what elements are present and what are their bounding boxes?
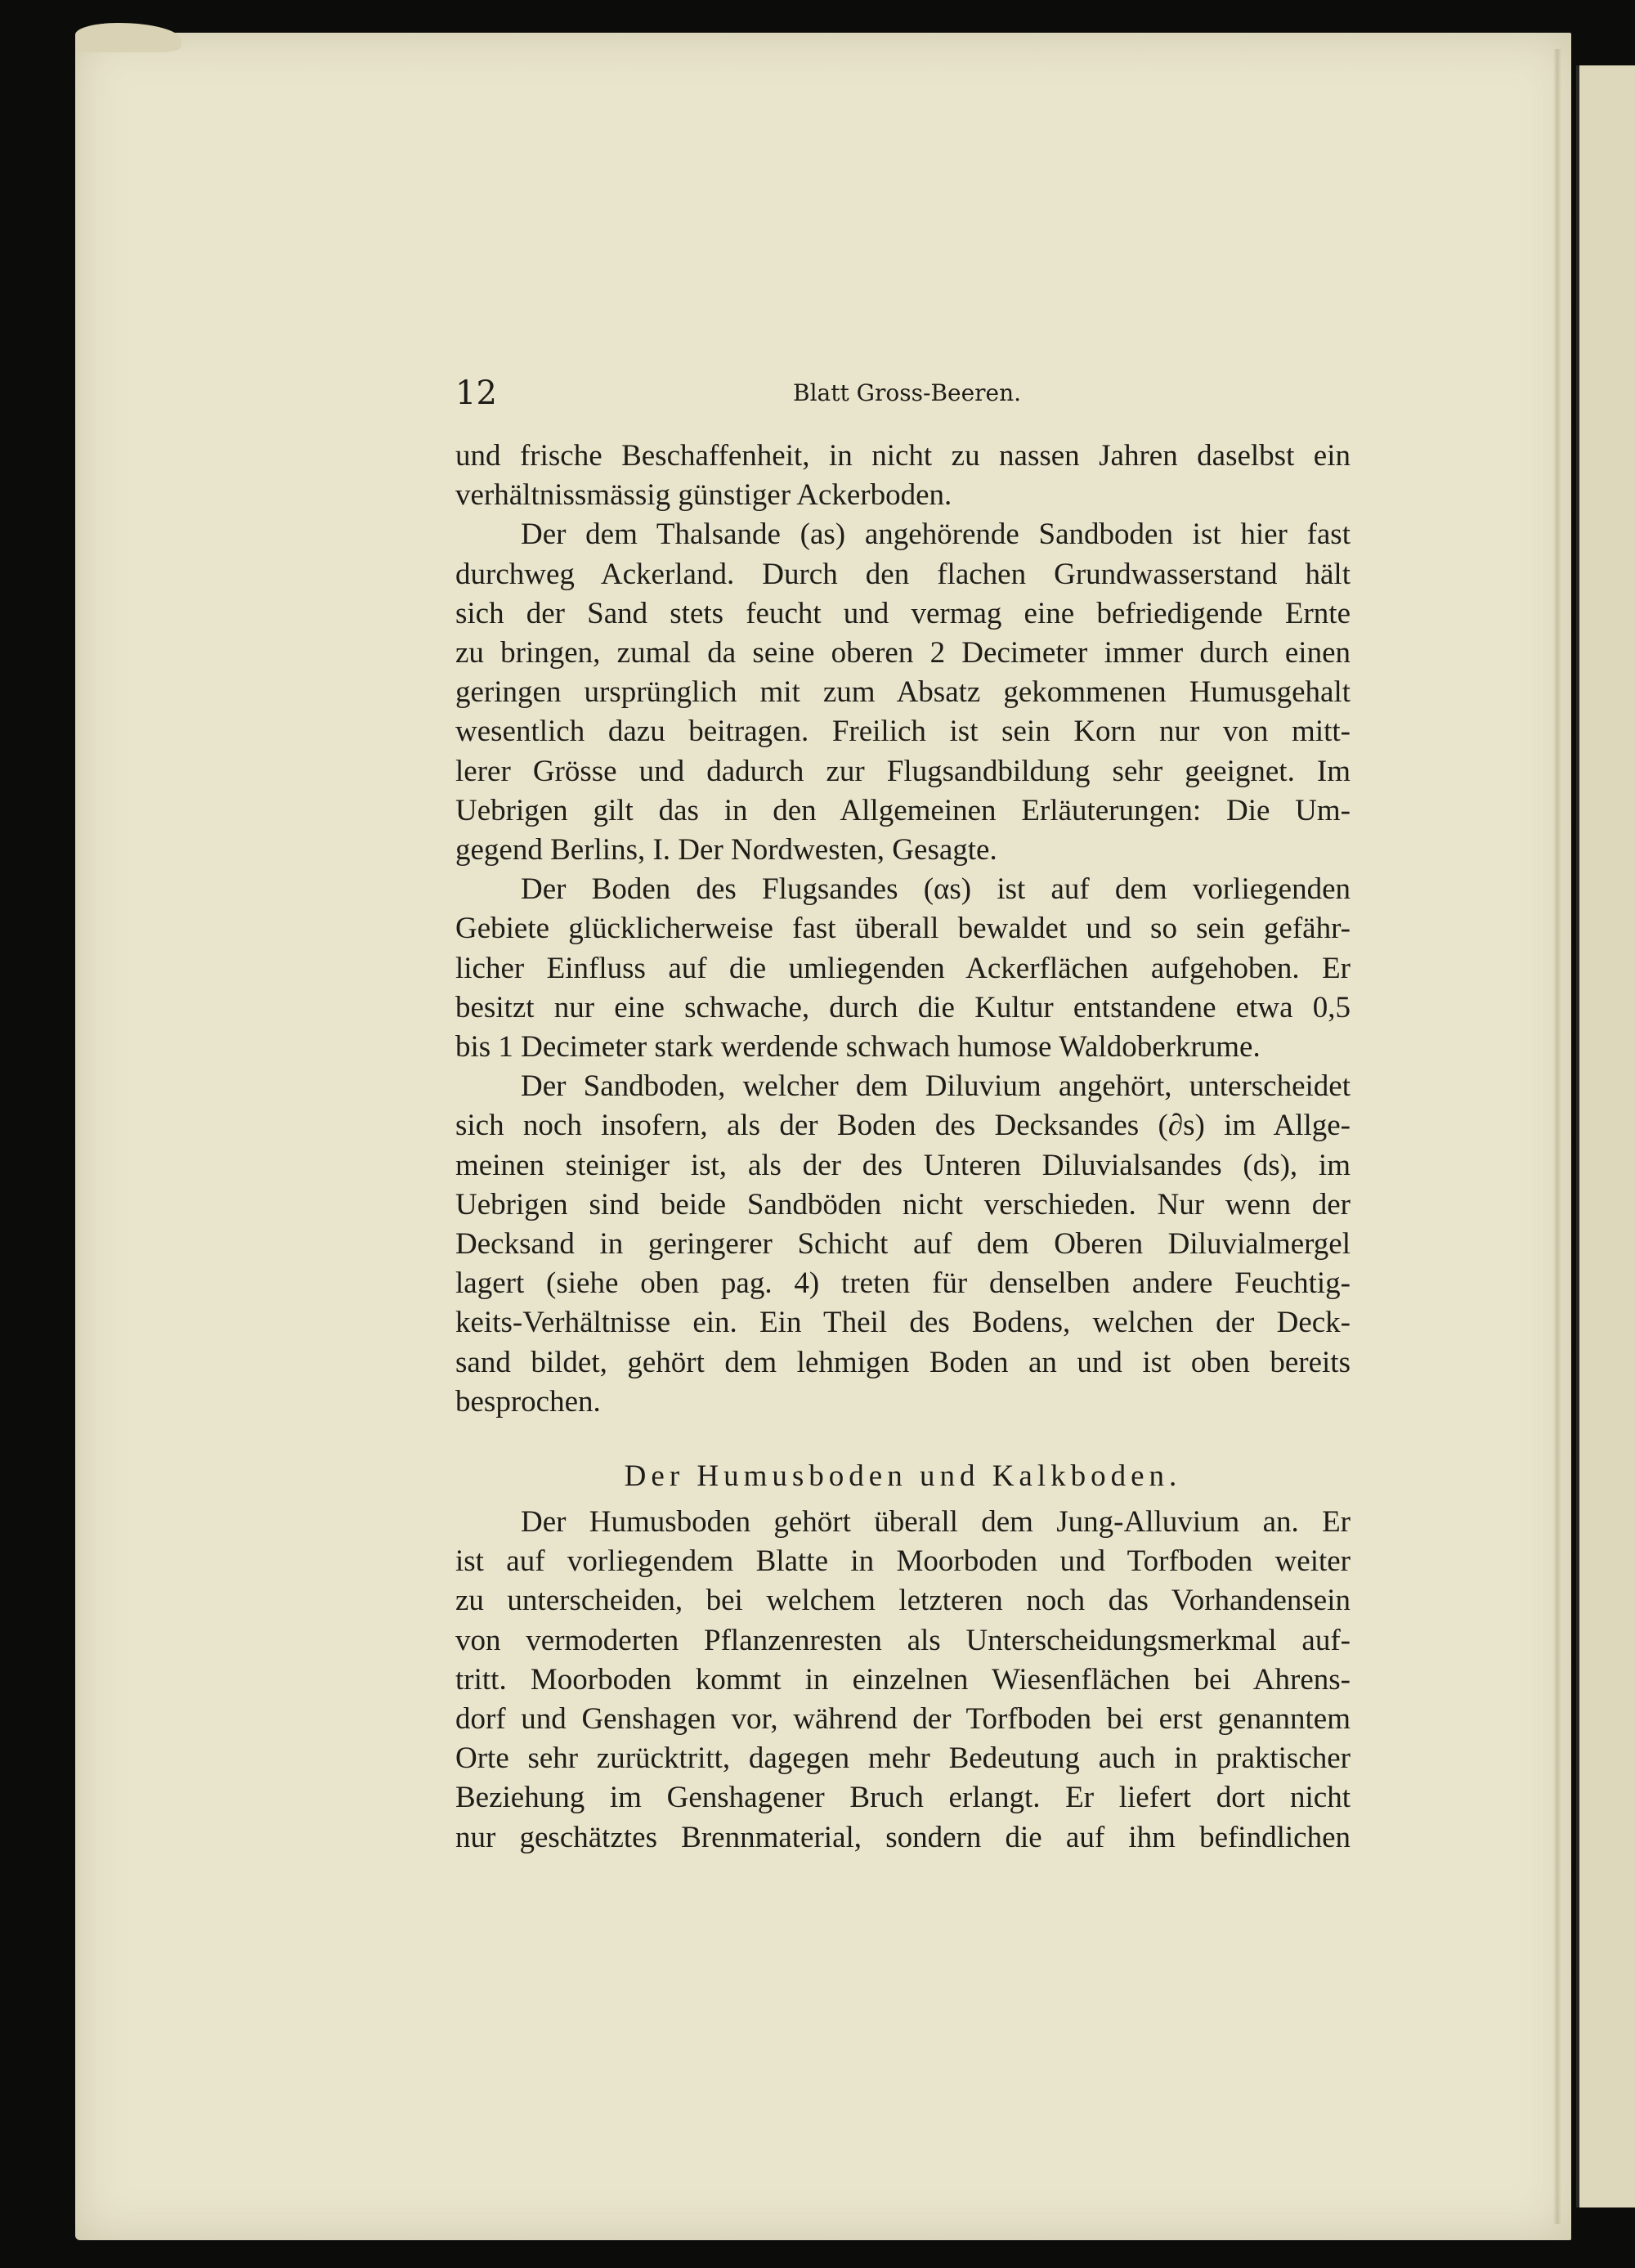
text-line: lagert (siehe oben pag. 4) treten für denselben andere Feuchtig- <box>455 1266 1351 1301</box>
text-line: zu unterscheiden, bei welchem letzteren noch das Vorhandensein <box>455 1584 1351 1618</box>
text-line: Der dem Thalsande (as) angehörende Sandboden ist hier fast <box>521 518 1351 552</box>
body-text-upper <box>455 437 1351 1422</box>
text-line: zu bringen, zumal da seine oberen 2 Decimeter immer durch einen <box>455 636 1351 670</box>
text-line: von vermoderten Pflanzenresten als Unterscheidungsmerkmal auf- <box>455 1623 1351 1657</box>
text-line: Der Humusboden gehört überall dem Jung-Alluvium an. Er <box>521 1505 1351 1539</box>
text-line: Gebiete glücklicherweise fast überall bewaldet und so sein gefähr- <box>455 912 1351 946</box>
paragraph-4 <box>455 1067 1351 1422</box>
section-heading: Der Humusboden und Kalkboden. <box>624 1459 1182 1493</box>
header-title: Blatt Gross-Beeren. <box>793 379 1022 406</box>
adjacent-page-edge <box>1576 65 1635 2207</box>
text-line: geringen ursprünglich mit zum Absatz gekommenen Humusgehalt <box>455 675 1351 710</box>
text-line: ist auf vorliegendem Blatte in Moorboden und Torfboden weiter <box>455 1544 1351 1579</box>
text-line: Uebrigen sind beide Sandböden nicht verschieden. Nur wenn der <box>455 1187 1351 1221</box>
text-line: meinen steiniger ist, als der des Unteren Diluvialsandes (ds), im <box>455 1148 1351 1182</box>
paragraph-5 <box>455 1503 1351 1858</box>
page-number: 12 <box>455 374 497 412</box>
text-line: verhältnissmässig günstiger Ackerboden. <box>455 478 952 513</box>
text-line: und frische Beschaffenheit, in nicht zu nassen Jahren daselbst ein <box>455 439 1351 473</box>
text-line: nur geschätztes Brennmaterial, sondern die auf ihm befindlichen <box>455 1820 1351 1854</box>
text-line: keits-Verhältnisse ein. Ein Theil des Bodens, welchen der Deck- <box>455 1306 1351 1340</box>
paragraph-2 <box>455 515 1351 870</box>
body-text-lower <box>455 1503 1351 1858</box>
text-line: lerer Grösse und dadurch zur Flugsandbildung sehr geeignet. Im <box>455 754 1351 788</box>
text-line: tritt. Moorboden kommt in einzelnen Wiesenflächen bei Ahrens- <box>455 1662 1351 1697</box>
text-line: gegend Berlins, I. Der Nordwesten, Gesagte. <box>455 833 997 867</box>
text-line: Der Sandboden, welcher dem Diluvium angehört, unterscheidet <box>521 1069 1351 1104</box>
text-line: bis 1 Decimeter stark werdende schwach humose Waldoberkrume. <box>455 1030 1261 1065</box>
text-line: Der Boden des Flugsandes (αs) ist auf dem vorliegenden <box>521 872 1351 907</box>
text-line: Decksand in geringerer Schicht auf dem Oberen Diluvialmergel <box>455 1227 1351 1262</box>
text-line: sich noch insofern, als der Boden des Decksandes (∂s) im Allge- <box>455 1109 1351 1143</box>
text-line: dorf und Genshagen vor, während der Torfboden bei erst genanntem <box>455 1702 1351 1737</box>
text-line: durchweg Ackerland. Durch den flachen Grundwasserstand hält <box>455 557 1351 591</box>
text-line: besitzt nur eine schwache, durch die Kultur entstandene etwa 0,5 <box>455 990 1351 1024</box>
text-line: Orte sehr zurücktritt, dagegen mehr Bedeutung auch in praktischer <box>455 1741 1351 1776</box>
text-line: Uebrigen gilt das in den Allgemeinen Erläuterungen: Die Um- <box>455 793 1351 827</box>
text-line: wesentlich dazu beitragen. Freilich ist sein Korn nur von mitt- <box>455 715 1351 749</box>
text-line: licher Einfluss auf die umliegenden Ackerflächen aufgehoben. Er <box>455 951 1351 985</box>
page-fold <box>1553 49 1561 2224</box>
paragraph-3 <box>455 870 1351 1067</box>
text-line: sich der Sand stets feucht und vermag eine befriedigende Ernte <box>455 596 1351 630</box>
text-line: sand bildet, gehört dem lehmigen Boden an und ist oben bereits <box>455 1345 1351 1379</box>
paragraph-1 <box>455 437 1351 515</box>
text-line: Beziehung im Genshagener Bruch erlangt. Er liefert dort nicht <box>455 1781 1351 1815</box>
running-head <box>455 374 1351 415</box>
text-line: besprochen. <box>455 1384 601 1419</box>
torn-corner <box>75 23 181 52</box>
